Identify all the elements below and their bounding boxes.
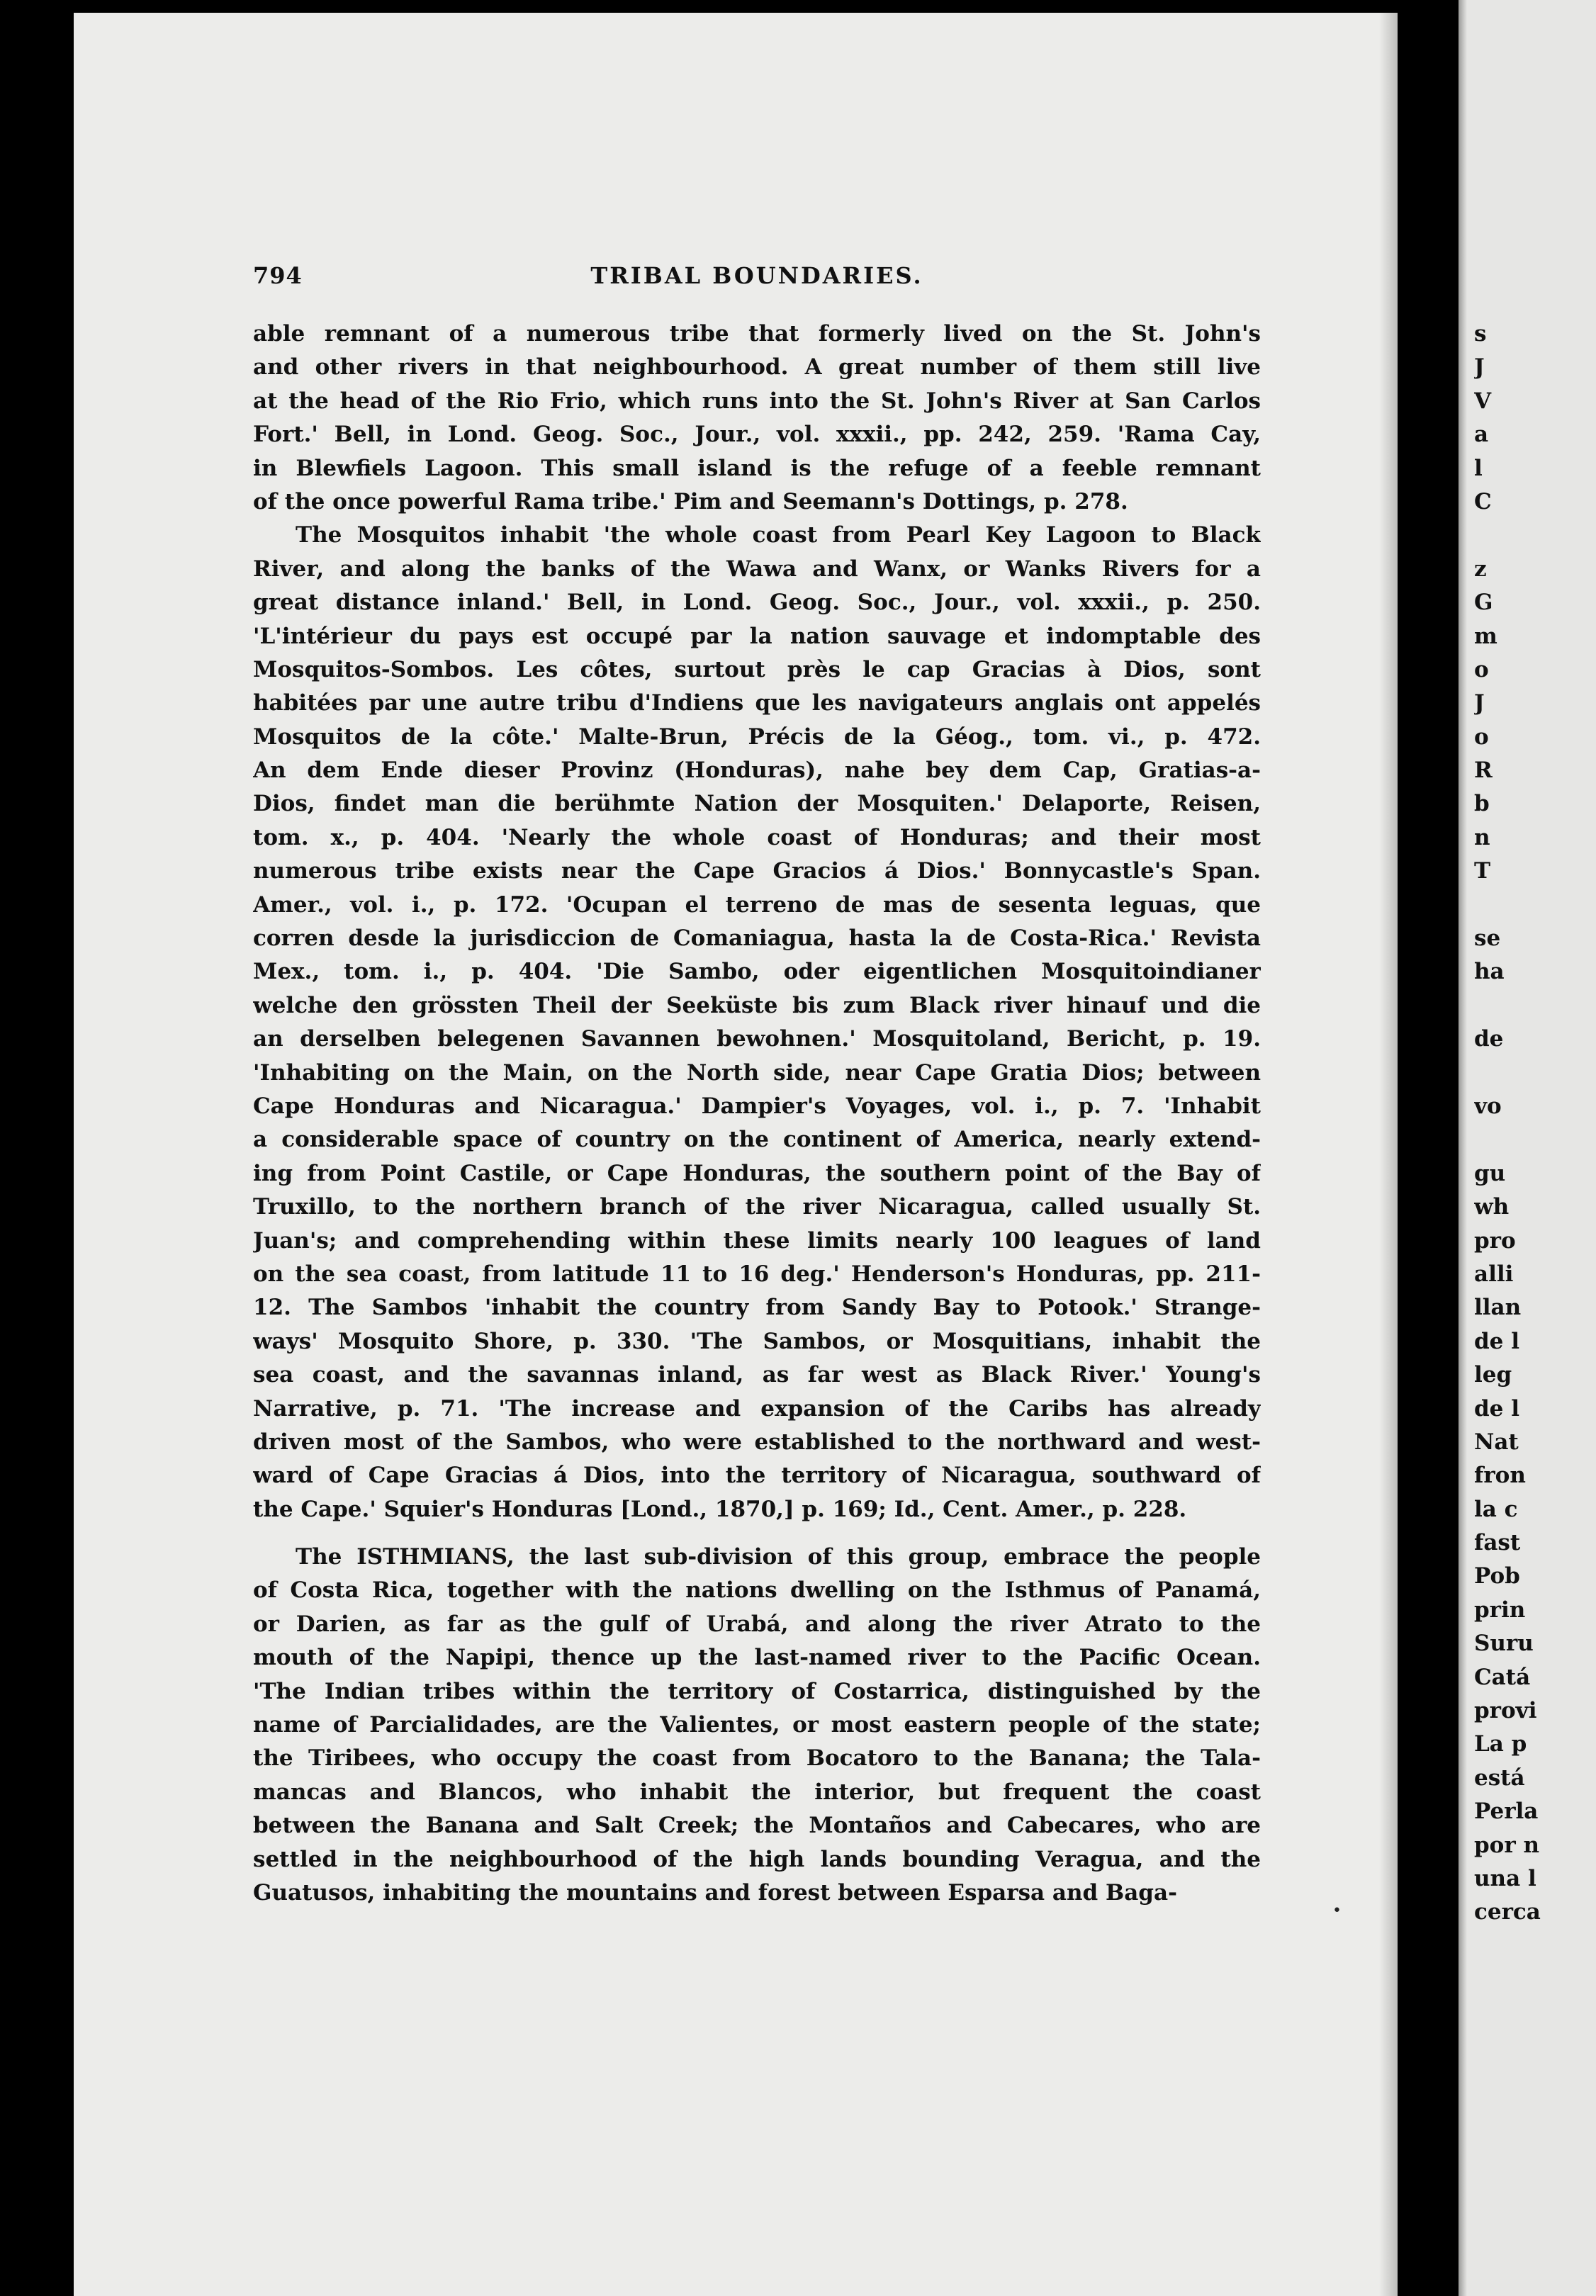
adjacent-text-fragment: l xyxy=(1474,455,1483,481)
text-line: on the sea coast, from latitude 11 to 16 deg.' Henderson's Honduras, pp. 211- xyxy=(253,1261,1261,1287)
text-line: settled in the neighbourhood of the high lands bounding Veragua, and the xyxy=(253,1846,1261,1872)
paragraph-isthmians xyxy=(253,1541,1261,1910)
adjacent-text-fragment xyxy=(1474,889,1596,922)
text-line: mouth of the Napipi, thence up the last-named river to the Pacific Ocean. xyxy=(253,1645,1261,1671)
adjacent-text-fragment: prin xyxy=(1474,1597,1526,1623)
text-line: between the Banana and Salt Creek; the Montaños and Cabecares, who are xyxy=(253,1813,1261,1839)
text-line: and other rivers in that neighbourhood. A great number of them still live xyxy=(253,354,1261,381)
adjacent-text-fragment: m xyxy=(1474,623,1497,649)
adjacent-text-fragment: Suru xyxy=(1474,1631,1534,1657)
text-line: the Tiribees, who occupy the coast from Bocatoro to the Banana; the Tala- xyxy=(253,1745,1261,1772)
adjacent-text-fragment: Pob xyxy=(1474,1563,1520,1589)
adjacent-text-fragment: ha xyxy=(1474,959,1505,985)
adjacent-text-fragment xyxy=(1474,989,1596,1023)
adjacent-text-fragment: vo xyxy=(1474,1093,1502,1119)
adjacent-text-fragment: la c xyxy=(1474,1496,1518,1522)
adjacent-text-fragment: o xyxy=(1474,724,1489,750)
text-line: An dem Ende dieser Provinz (Honduras), nahe bey dem Cap, Gratias-a- xyxy=(253,758,1261,784)
text-line: sea coast, and the savannas inland, as far west as Black River.' Young's xyxy=(253,1362,1261,1388)
adjacent-text-fragment: fast xyxy=(1474,1530,1521,1556)
adjacent-text-fragment: pro xyxy=(1474,1227,1516,1254)
adjacent-text-fragment: z xyxy=(1474,556,1487,582)
adjacent-text-fragment: alli xyxy=(1474,1261,1514,1287)
text-line: welche den grössten Theil der Seeküste bis zum Black river hinauf und die xyxy=(253,992,1261,1018)
adjacent-page-text xyxy=(1474,317,1596,1930)
text-line: Mosquitos-Sombos. Les côtes, surtout près le cap Gracias à Dios, sont xyxy=(253,656,1261,682)
adjacent-text-fragment: T xyxy=(1474,858,1491,884)
text-line: name of Parcialidades, are the Valientes, or most eastern people of the state; xyxy=(253,1711,1261,1738)
text-line: of Costa Rica, together with the nations dwelling on the Isthmus of Panamá, xyxy=(253,1577,1261,1604)
text-line: River, and along the banks of the Wawa and Wanx, or Wanks Rivers for a xyxy=(253,556,1261,582)
adjacent-text-fragment: de l xyxy=(1474,1395,1519,1422)
adjacent-text-fragment: G xyxy=(1474,590,1493,616)
text-line: ward of Cape Gracias á Dios, into the territory of Nicaragua, southward of xyxy=(253,1463,1261,1489)
text-line: The ISTHMIANS, the last sub-division of this group, embrace the people xyxy=(296,1544,1261,1570)
adjacent-text-fragment: se xyxy=(1474,925,1501,952)
text-line: tom. x., p. 404. 'Nearly the whole coast of Honduras; and their most xyxy=(253,824,1261,850)
text-line: a considerable space of country on the continent of America, nearly extend- xyxy=(253,1127,1261,1153)
adjacent-text-fragment: Nat xyxy=(1474,1429,1519,1455)
adjacent-text-fragment xyxy=(1474,1123,1596,1157)
adjacent-text-fragment xyxy=(1474,519,1596,552)
text-line: of the once powerful Rama tribe.' Pim and Seemann's Dottings, p. 278. xyxy=(253,488,1128,514)
text-line: the Cape.' Squier's Honduras [Lond., 1870,] p. 169; Id., Cent. Amer., p. 228. xyxy=(253,1496,1187,1522)
margin-dot: • xyxy=(1332,1902,1342,1920)
text-line: 'L'intérieur du pays est occupé par la nation sauvage et indomptable des xyxy=(253,623,1261,649)
text-line: driven most of the Sambos, who were established to the northward and west- xyxy=(253,1429,1261,1455)
text-line: or Darien, as far as the gulf of Urabá, and along the river Atrato to the xyxy=(253,1611,1261,1637)
text-line: 'Inhabiting on the Main, on the North side, near Cape Gratia Dios; between xyxy=(253,1059,1261,1086)
text-line: Truxillo, to the northern branch of the river Nicaragua, called usually St. xyxy=(253,1194,1261,1220)
page-header xyxy=(253,262,1261,305)
adjacent-text-fragment: o xyxy=(1474,656,1489,682)
text-line: The Mosquitos inhabit 'the whole coast from Pearl Key Lagoon to Black xyxy=(296,522,1261,548)
text-line: able remnant of a numerous tribe that formerly lived on the St. John's xyxy=(253,321,1261,347)
text-line: at the head of the Rio Frio, which runs into the St. John's River at San Carlos xyxy=(253,388,1261,414)
text-line: Mosquitos de la côte.' Malte-Brun, Précis de la Géog., tom. vi., p. 472. xyxy=(253,724,1261,750)
adjacent-text-fragment: una l xyxy=(1474,1865,1536,1891)
text-line: Cape Honduras and Nicaragua.' Dampier's Voyages, vol. i., p. 7. 'Inhabit xyxy=(253,1093,1261,1119)
text-line: ing from Point Castile, or Cape Honduras, the southern point of the Bay of xyxy=(253,1160,1261,1186)
adjacent-text-fragment: Perla xyxy=(1474,1799,1539,1825)
page-number: 794 xyxy=(253,262,303,289)
adjacent-text-fragment: J xyxy=(1474,690,1485,716)
adjacent-text-fragment: de xyxy=(1474,1026,1504,1052)
text-line: an derselben belegenen Savannen bewohnen.' Mosquitoland, Bericht, p. 19. xyxy=(253,1026,1261,1052)
adjacent-text-fragment: R xyxy=(1474,758,1493,784)
adjacent-text-fragment: leg xyxy=(1474,1362,1512,1388)
paragraph-mosquito-coast xyxy=(253,317,1261,1526)
adjacent-text-fragment: fron xyxy=(1474,1463,1526,1489)
text-line: Juan's; and comprehending within these limits nearly 100 leagues of land xyxy=(253,1227,1261,1254)
adjacent-text-fragment: b xyxy=(1474,791,1490,817)
adjacent-text-fragment: a xyxy=(1474,422,1489,448)
adjacent-text-fragment: está xyxy=(1474,1765,1525,1791)
adjacent-text-fragment: V xyxy=(1474,388,1492,414)
text-line: Dios, findet man die berühmte Nation der Mosquiten.' Delaporte, Reisen, xyxy=(253,791,1261,817)
adjacent-text-fragment: por n xyxy=(1474,1832,1540,1858)
text-line: Amer., vol. i., p. 172. 'Ocupan el terreno de mas de sesenta leguas, que xyxy=(253,891,1261,918)
text-line: Fort.' Bell, in Lond. Geog. Soc., Jour., vol. xxxii., pp. 242, 259. 'Rama Cay, xyxy=(253,422,1261,448)
adjacent-text-fragment: de l xyxy=(1474,1328,1519,1354)
adjacent-text-fragment: cerca xyxy=(1474,1899,1541,1925)
adjacent-text-fragment: C xyxy=(1474,488,1492,514)
text-line: numerous tribe exists near the Cape Gracios á Dios.' Bonnycastle's Span. xyxy=(253,858,1261,884)
text-line: 12. The Sambos 'inhabit the country from Sandy Bay to Potook.' Strange- xyxy=(253,1295,1261,1321)
text-line: ways' Mosquito Shore, p. 330. 'The Sambos, or Mosquitians, inhabit the xyxy=(253,1328,1261,1354)
adjacent-text-fragment: s xyxy=(1474,321,1487,347)
adjacent-text-fragment xyxy=(1474,1057,1596,1090)
adjacent-text-fragment: wh xyxy=(1474,1194,1510,1220)
text-line: mancas and Blancos, who inhabit the interior, but frequent the coast xyxy=(253,1779,1261,1805)
adjacent-text-fragment: llan xyxy=(1474,1295,1522,1321)
adjacent-text-fragment: La p xyxy=(1474,1731,1527,1757)
text-line: Guatusos, inhabiting the mountains and forest between Esparsa and Baga- xyxy=(253,1879,1177,1906)
text-line: 'The Indian tribes within the territory of Costarrica, distinguished by the xyxy=(253,1678,1261,1704)
text-line: great distance inland.' Bell, in Lond. Geog. Soc., Jour., vol. xxxii., p. 250. xyxy=(253,590,1261,616)
text-line: corren desde la jurisdiccion de Comaniagua, hasta la de Costa-Rica.' Revista xyxy=(253,925,1261,952)
text-line: Mex., tom. i., p. 404. 'Die Sambo, oder eigentlichen Mosquitoindianer xyxy=(253,959,1261,985)
adjacent-text-fragment: n xyxy=(1474,824,1490,850)
adjacent-text-fragment: J xyxy=(1474,354,1485,381)
running-head: TRIBAL BOUNDARIES. xyxy=(590,262,923,289)
adjacent-text-fragment: provi xyxy=(1474,1698,1537,1724)
text-line: habitées par une autre tribu d'Indiens que les navigateurs anglais ont appelés xyxy=(253,690,1261,716)
adjacent-text-fragment: Catá xyxy=(1474,1664,1531,1690)
adjacent-text-fragment: gu xyxy=(1474,1160,1506,1186)
text-line: in Blewfiels Lagoon. This small island is the refuge of a feeble remnant xyxy=(253,455,1261,481)
text-line: Narrative, p. 71. 'The increase and expansion of the Caribs has already xyxy=(253,1395,1261,1422)
